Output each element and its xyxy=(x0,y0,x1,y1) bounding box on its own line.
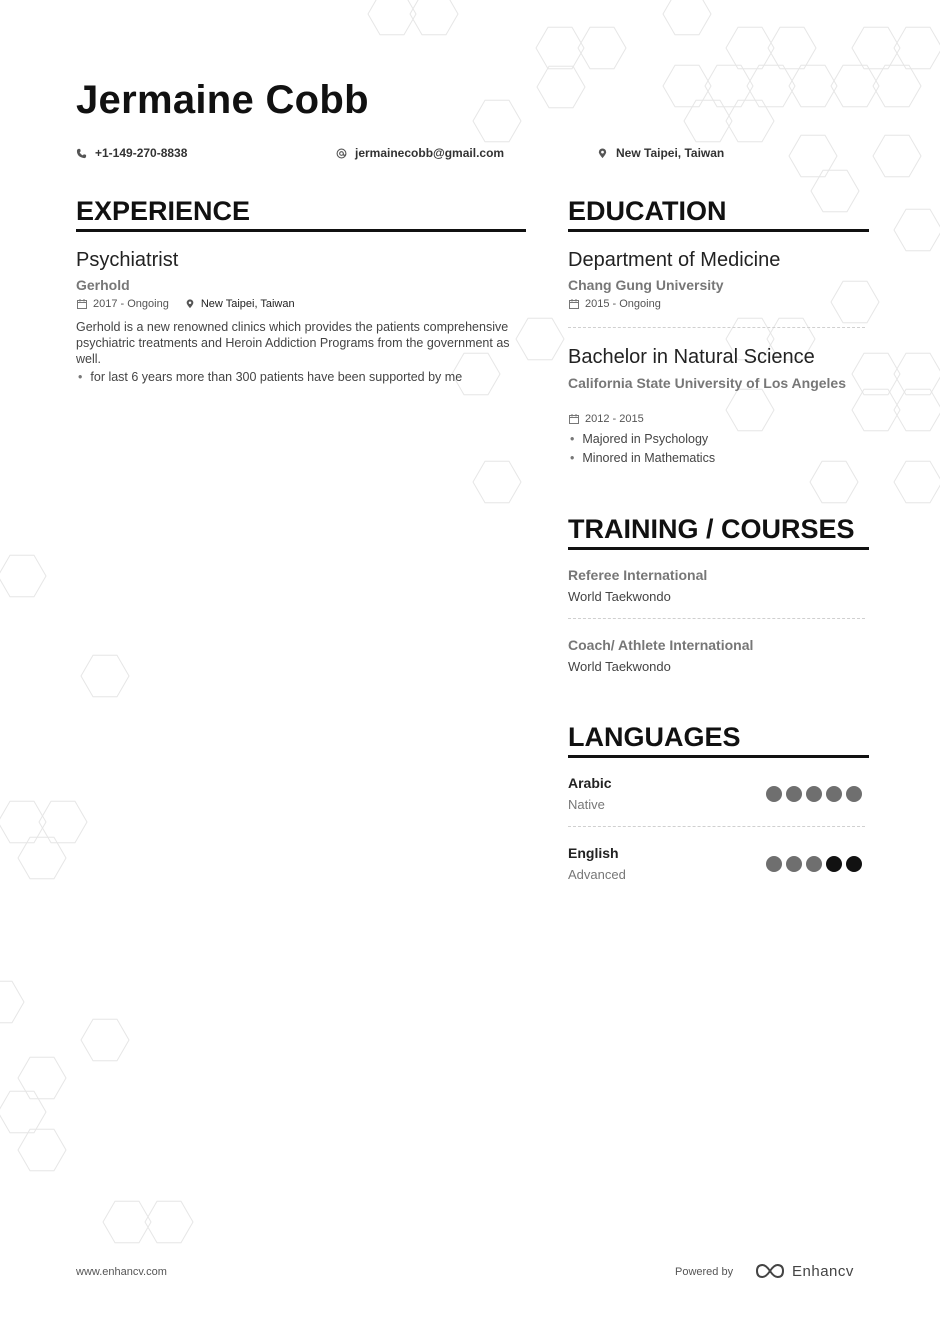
hexagon-shape xyxy=(81,655,129,697)
hexagon-shape xyxy=(663,0,711,35)
location-text: New Taipei, Taiwan xyxy=(616,146,725,160)
hexagon-shape xyxy=(894,209,940,251)
bullet-dot: • xyxy=(78,370,83,384)
hexagon-shape xyxy=(852,353,900,395)
phone-text: +1-149-270-8838 xyxy=(95,146,188,160)
education-bullet xyxy=(570,432,708,446)
rating-dot xyxy=(806,856,822,872)
experience-company: Gerhold xyxy=(76,277,130,293)
hexagon-shape xyxy=(537,66,585,108)
hexagon-shape xyxy=(368,0,416,35)
hexagon-shape xyxy=(0,1091,46,1133)
education-school: Chang Gung University xyxy=(568,277,724,293)
hexagon-shape xyxy=(18,1129,66,1171)
hexagon-shape xyxy=(894,389,940,431)
course-org: World Taekwondo xyxy=(568,659,671,674)
education-meta xyxy=(569,413,644,425)
contact-email[interactable] xyxy=(336,146,504,160)
calendar-icon xyxy=(77,299,87,309)
map-pin-icon xyxy=(597,148,608,159)
languages-divider xyxy=(568,826,865,827)
hexagon-shape xyxy=(894,353,940,395)
hexagon-shape xyxy=(873,65,921,107)
experience-bullet xyxy=(78,370,518,384)
hexagon-shape xyxy=(410,0,458,35)
phone-icon xyxy=(76,148,87,159)
hexagon-shape xyxy=(473,100,521,142)
at-icon xyxy=(336,148,347,159)
hexagon-shape xyxy=(873,135,921,177)
footer-powered-by: Powered by xyxy=(675,1266,734,1278)
rating-dot xyxy=(766,786,782,802)
bullet-text: Minored in Mathematics xyxy=(582,451,716,465)
hexagon-shape xyxy=(0,555,46,597)
hexagon-shape xyxy=(578,27,626,69)
education-meta xyxy=(569,298,661,310)
language-level: Advanced xyxy=(568,867,626,882)
rating-dot xyxy=(806,786,822,802)
hexagon-shape xyxy=(831,281,879,323)
course-title: Referee International xyxy=(568,567,708,583)
education-school: California State University of Los Angeles xyxy=(568,375,846,391)
footer-website[interactable]: www.enhancv.com xyxy=(76,1266,167,1278)
education-dates: 2012 - 2015 xyxy=(585,413,644,425)
education-divider xyxy=(568,327,865,328)
hexagon-shape xyxy=(81,1019,129,1061)
map-pin-icon xyxy=(185,299,195,309)
candidate-name: Jermaine Cobb xyxy=(76,78,369,122)
hexagon-shape xyxy=(894,461,940,503)
rating-dot xyxy=(826,786,842,802)
hexagon-shape xyxy=(726,27,774,69)
hexagon-shape xyxy=(473,461,521,503)
hexagon-shape xyxy=(852,389,900,431)
education-degree: Bachelor in Natural Science xyxy=(568,346,815,368)
education-bullet xyxy=(570,451,715,465)
education-section-title: EDUCATION xyxy=(568,196,869,232)
rating-dot xyxy=(846,786,862,802)
bullet-text: Majored in Psychology xyxy=(582,432,709,446)
hexagon-shape xyxy=(831,65,879,107)
rating-dot xyxy=(786,786,802,802)
hexagon-shape xyxy=(852,27,900,69)
rating-dot xyxy=(786,856,802,872)
rating-dot xyxy=(826,856,842,872)
hexagon-shape xyxy=(894,27,940,69)
hexagon-shape xyxy=(103,1201,151,1243)
course-title: Coach/ Athlete International xyxy=(568,637,754,653)
language-name: Arabic xyxy=(568,775,612,791)
infinity-logo-icon xyxy=(754,1262,786,1280)
experience-role: Psychiatrist xyxy=(76,249,179,271)
calendar-icon xyxy=(569,414,579,424)
language-level: Native xyxy=(568,797,605,812)
experience-dates: 2017 - Ongoing xyxy=(93,298,169,310)
hexagon-shape xyxy=(18,1057,66,1099)
language-rating xyxy=(766,786,862,802)
footer-brand[interactable] xyxy=(754,1262,854,1280)
rating-dot xyxy=(766,856,782,872)
education-degree: Department of Medicine xyxy=(568,249,781,271)
training-divider xyxy=(568,618,865,619)
hexagon-shape xyxy=(18,837,66,879)
brand-name: Enhancv xyxy=(792,1262,854,1280)
hexagon-shape xyxy=(536,27,584,69)
hexagon-shape xyxy=(0,981,24,1023)
email-text: jermainecobb@gmail.com xyxy=(355,146,505,160)
languages-section-title: LANGUAGES xyxy=(568,722,869,758)
course-org: World Taekwondo xyxy=(568,589,671,604)
experience-section-title: EXPERIENCE xyxy=(76,196,526,232)
hexagon-shape xyxy=(810,461,858,503)
experience-description: Gerhold is a new renowned clinics which provides the patients comprehensive psychiatric treatments and Heroin Addiction Programs from the government as well. xyxy=(76,320,510,366)
experience-meta xyxy=(77,298,295,310)
hexagon-shape xyxy=(516,318,564,360)
hexagon-shape xyxy=(145,1201,193,1243)
contact-location xyxy=(597,146,724,160)
hexagon-shape xyxy=(789,65,837,107)
hexagon-shape xyxy=(768,27,816,69)
education-dates: 2015 - Ongoing xyxy=(585,298,661,310)
bullet-text: for last 6 years more than 300 patients have been supported by me xyxy=(90,370,463,384)
hexagon-shape xyxy=(726,389,774,431)
language-name: English xyxy=(568,845,619,861)
bullet-dot: • xyxy=(570,451,575,465)
contact-phone xyxy=(76,146,187,160)
training-section-title: TRAINING / COURSES xyxy=(568,514,869,550)
experience-location: New Taipei, Taiwan xyxy=(200,298,295,310)
calendar-icon xyxy=(569,299,579,309)
bullet-dot: • xyxy=(570,432,575,446)
rating-dot xyxy=(846,856,862,872)
language-rating xyxy=(766,856,862,872)
